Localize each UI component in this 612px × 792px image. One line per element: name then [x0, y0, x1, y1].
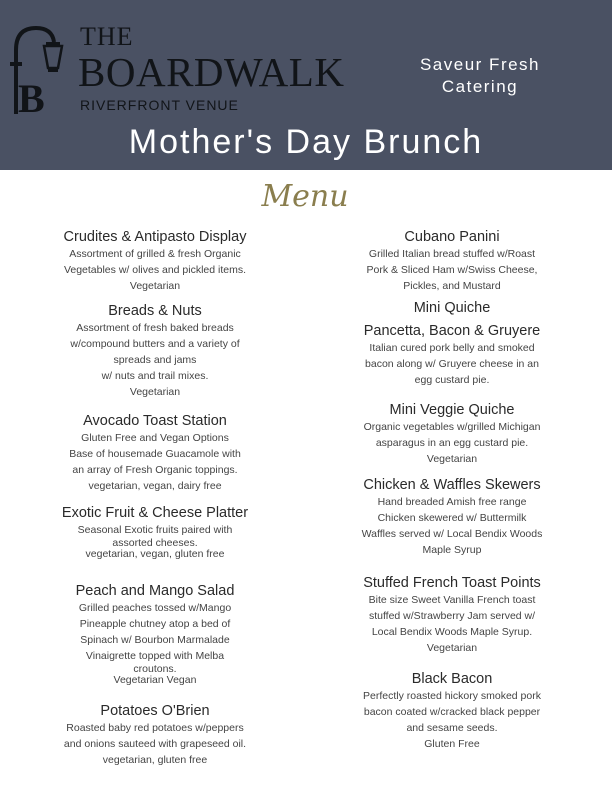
- menu-item-description-line: Perfectly roasted hickory smoked pork: [363, 690, 541, 702]
- menu-item-description-line: Vegetarian: [426, 642, 478, 654]
- caterer-line-1: Saveur Fresh: [419, 55, 541, 74]
- menu-item-description-line: Local Bendix Woods Maple Syrup.: [371, 626, 533, 638]
- menu-item-description-line: Spinach w/ Bourbon Marmalade: [80, 634, 230, 646]
- menu-item-description-line: vegetarian, gluten free: [102, 754, 208, 766]
- menu-item-description-line: stuffed w/Strawberry Jam served w/: [368, 610, 536, 622]
- menu-item-description-line: Assortment of fresh baked breads: [76, 322, 234, 334]
- menu-item-description-line: w/ nuts and trail mixes.: [101, 370, 209, 382]
- menu-item: [343, 401, 561, 467]
- menu-item: [343, 299, 561, 317]
- menu-item-title: Avocado Toast Station: [83, 413, 227, 429]
- menu-item-description-line: Vegetarian: [129, 386, 181, 398]
- logo-the: THE: [80, 22, 134, 51]
- lamp-post-logo-icon: [8, 22, 64, 114]
- menu-item-description-line: vegetarian, vegan, dairy free: [88, 480, 222, 492]
- menu-item-description-line: Waffles served w/ Local Bendix Woods: [361, 528, 543, 540]
- logo-boardwalk: BOARDWALK: [78, 49, 345, 95]
- menu-heading-text: Menu: [261, 179, 349, 214]
- menu-item-description-line: Vegetarian: [129, 280, 181, 292]
- menu-item-description-line: asparagus in an egg custard pie.: [375, 437, 529, 449]
- menu-item-description-line: w/compound butters and a variety of: [70, 338, 240, 350]
- menu-item: [343, 670, 561, 752]
- menu-item-description-line: assorted cheeses.: [112, 537, 198, 549]
- menu-item-description-line: Italian cured pork belly and smoked: [369, 342, 535, 354]
- logo-subtitle: RIVERFRONT VENUE: [80, 97, 239, 113]
- menu-item-title: Cubano Panini: [404, 229, 500, 245]
- menu-item: [343, 476, 561, 558]
- page-title: Mother's Day Brunch: [128, 123, 484, 161]
- menu-item-description-line: Gluten Free and Vegan Options: [81, 432, 229, 444]
- menu-item-description-line: Grilled peaches tossed w/Mango: [78, 602, 232, 614]
- menu-item-description-line: Seasonal Exotic fruits paired with: [77, 524, 233, 536]
- menu-item: [40, 702, 270, 768]
- menu-item-description-line: Chicken skewered w/ Buttermilk: [377, 512, 527, 524]
- menu-item-title: Mini Veggie Quiche: [389, 402, 515, 418]
- menu-item-description-line: bacon along w/ Gruyere cheese in an: [365, 358, 539, 370]
- menu-item-description-line: Organic vegetables w/grilled Michigan: [363, 421, 541, 433]
- menu-item-title: Pancetta, Bacon & Gruyere: [363, 323, 541, 339]
- menu-item-description-line: egg custard pie.: [414, 374, 490, 386]
- menu-item-description-line: Vegetables w/ olives and pickled items.: [63, 264, 247, 276]
- menu-item: [40, 228, 270, 294]
- menu-item-description-line: Assortment of grilled & fresh Organic: [69, 248, 241, 260]
- menu-item-title: Stuffed French Toast Points: [363, 575, 541, 591]
- menu-item-description-line: Vegetarian Vegan: [113, 674, 197, 686]
- menu-item-description-line: Pineapple chutney atop a bed of: [79, 618, 231, 630]
- menu-item-description-line: Gluten Free: [424, 738, 480, 750]
- header-banner: [0, 0, 612, 170]
- menu-item: [343, 322, 561, 388]
- menu-item-title: Exotic Fruit & Cheese Platter: [61, 505, 249, 521]
- menu-item-description-line: and sesame seeds.: [406, 722, 498, 734]
- menu-item-description-line: croutons.: [133, 663, 177, 675]
- menu-item-title: Mini Quiche: [413, 300, 491, 316]
- menu-item: [40, 412, 270, 494]
- menu-item-description-line: Hand breaded Amish free range: [377, 496, 527, 508]
- menu-item-title: Potatoes O'Brien: [100, 703, 210, 719]
- caterer-name: [380, 54, 580, 98]
- menu-item: [40, 504, 270, 560]
- menu-item: [343, 228, 561, 294]
- menu-item-description-line: Pickles, and Mustard: [403, 280, 501, 292]
- menu-item-description-line: and onions sauteed with grapeseed oil.: [63, 738, 247, 750]
- menu-item-description-line: spreads and jams: [113, 354, 197, 366]
- menu-item-description-line: Grilled Italian bread stuffed w/Roast: [368, 248, 536, 260]
- menu-item-title: Peach and Mango Salad: [75, 583, 235, 599]
- menu-item-description-line: Base of housemade Guacamole with: [69, 448, 241, 460]
- menu-item-description-line: bacon coated w/cracked black pepper: [363, 706, 541, 718]
- menu-item-description-line: Roasted baby red potatoes w/peppers: [66, 722, 244, 734]
- menu-item: [40, 582, 270, 686]
- caterer-line-2: Catering: [441, 77, 519, 96]
- menu-item-title: Chicken & Waffles Skewers: [363, 477, 541, 493]
- menu-heading: [250, 170, 360, 220]
- menu-item-description-line: Maple Syrup: [422, 544, 482, 556]
- menu-item-description-line: Pork & Sliced Ham w/Swiss Cheese,: [366, 264, 538, 276]
- menu-item: [343, 574, 561, 656]
- menu-item-description-line: Vegetarian: [426, 453, 478, 465]
- menu-item: [40, 302, 270, 400]
- menu-item-description-line: Bite size Sweet Vanilla French toast: [368, 594, 536, 606]
- menu-item-title: Breads & Nuts: [108, 303, 202, 319]
- menu-item-description-line: an array of Fresh Organic toppings.: [72, 464, 238, 476]
- menu-item-description-line: vegetarian, vegan, gluten free: [85, 548, 225, 560]
- menu-item-title: Black Bacon: [411, 671, 493, 687]
- menu-item-description-line: Vinaigrette topped with Melba: [85, 650, 225, 662]
- menu-item-title: Crudites & Antipasto Display: [63, 229, 247, 245]
- svg-text:B: B: [18, 76, 45, 114]
